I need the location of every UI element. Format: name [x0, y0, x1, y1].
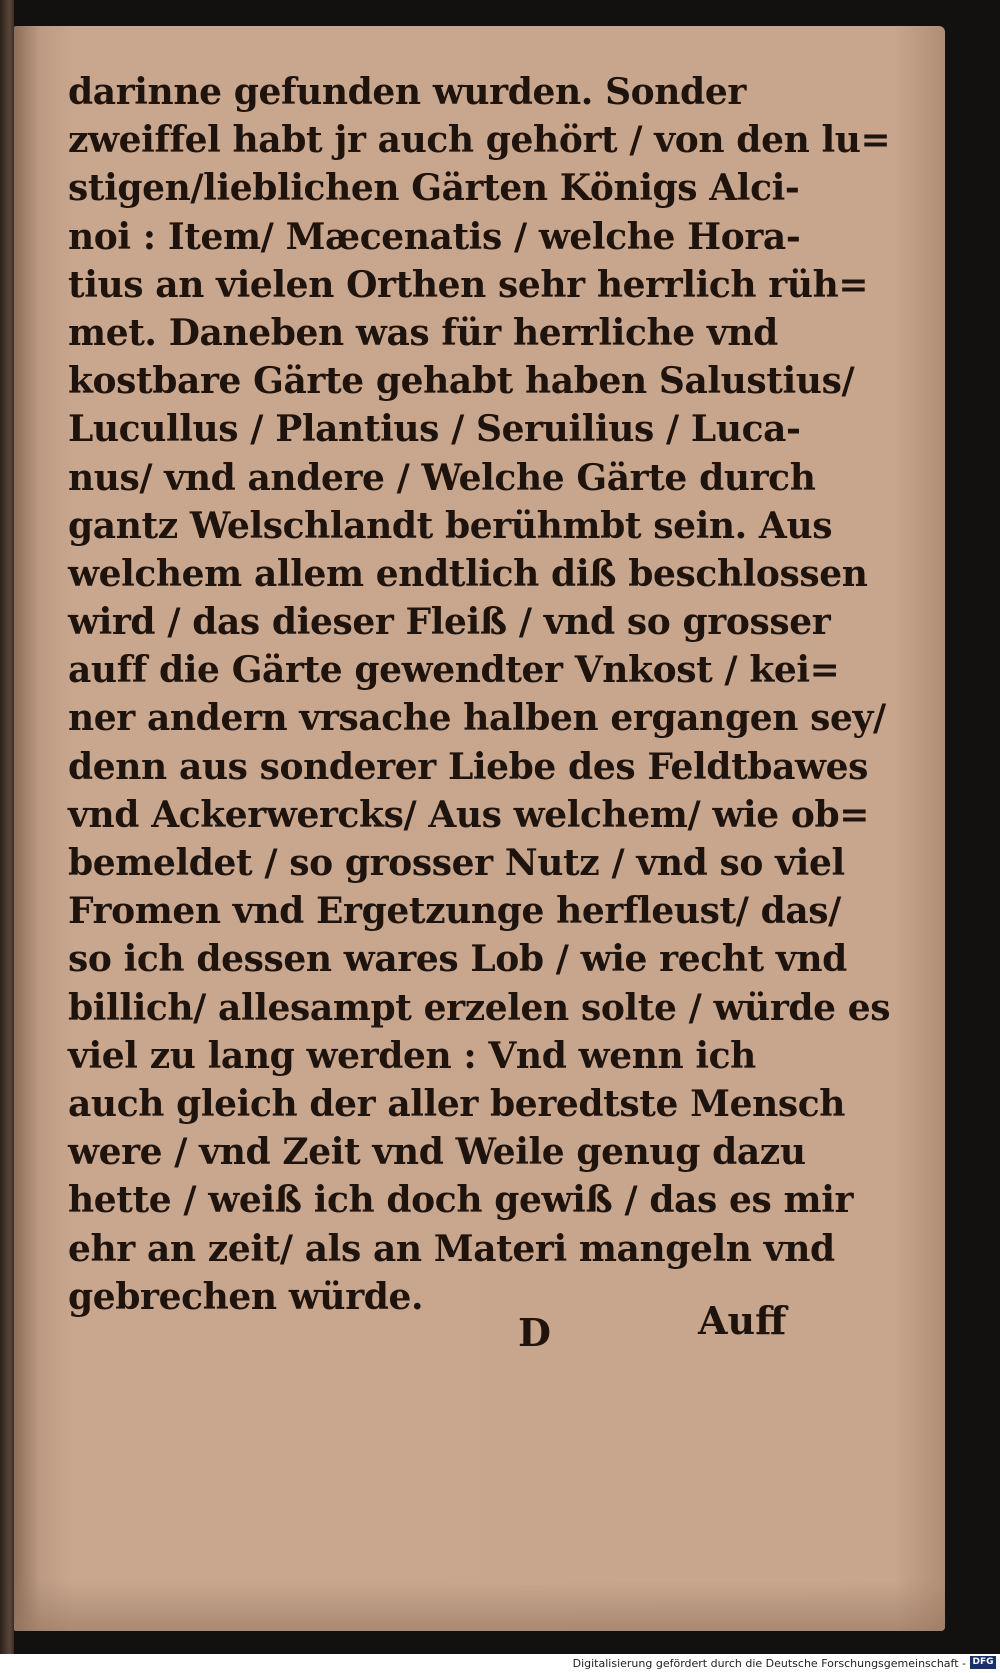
text-line: Lucullus / Plantius / Seruilius / Luca-	[68, 408, 801, 451]
text-line: ehr an zeit/ als an Materi mangeln vnd	[68, 1227, 835, 1270]
text-line: gebrechen würde.	[68, 1275, 424, 1318]
text-line: were / vnd Zeit vnd Weile genug dazu	[68, 1131, 806, 1174]
text-line: Fromen vnd Ergetzunge herfleust/ das/	[68, 890, 841, 933]
signature-mark: D	[518, 1310, 551, 1355]
text-line: auch gleich der aller beredtste Mensch	[68, 1082, 846, 1125]
text-line: so ich dessen wares Lob / wie recht vnd	[68, 938, 847, 981]
text-line: met. Daneben was für herrliche vnd	[68, 311, 778, 354]
page-text	[68, 68, 891, 1321]
text-line: darinne gefunden wurden. Sonder	[68, 71, 746, 113]
text-line: ner andern vrsache halben ergangen sey/	[68, 697, 886, 740]
text-line: noi : Item/ Mæcenatis / welche Hora-	[68, 215, 801, 258]
text-line: tius an vielen Orthen sehr herrlich rüh=	[68, 263, 869, 306]
text-line: vnd Ackerwercks/ Aus welchem/ wie ob=	[68, 793, 870, 836]
text-line: auff die Gärte gewendter Vnkost / kei=	[68, 649, 840, 692]
text-line: kostbare Gärte gehabt haben Salustius/	[68, 360, 855, 403]
text-line: welchem allem endtlich diß beschlossen	[68, 552, 868, 595]
page-shadow	[14, 1580, 945, 1631]
text-line: nus/ vnd andere / Welche Gärte durch	[68, 456, 816, 499]
text-line: gantz Welschlandt berühmbt sein. Aus	[68, 504, 833, 547]
text-line: zweiffel habt jr auch gehört / von den lu=	[68, 119, 891, 162]
text-line: denn aus sonderer Liebe des Feldtbawes	[68, 745, 868, 788]
book-spine-edge	[0, 0, 14, 1654]
text-line: stigen/lieblichen Gärten Königs Alci-	[68, 167, 800, 210]
text-line: hette / weiß ich doch gewiß / das es mir	[68, 1179, 854, 1222]
text-line: billich/ allesampt erzelen solte / würde es	[68, 986, 891, 1029]
catchword: Auff	[698, 1298, 787, 1343]
footer-credit: Digitalisierung gefördert durch die Deutsche Forschungsgemeinschaft -	[572, 1657, 966, 1670]
dfg-logo: DFG	[970, 1656, 996, 1669]
text-line: viel zu lang werden : Vnd wenn ich	[68, 1034, 756, 1077]
text-line: wird / das dieser Fleiß / vnd so grosser	[68, 601, 831, 644]
page-foot	[68, 1298, 798, 1370]
text-line: bemeldet / so grosser Nutz / vnd so viel	[68, 842, 845, 884]
